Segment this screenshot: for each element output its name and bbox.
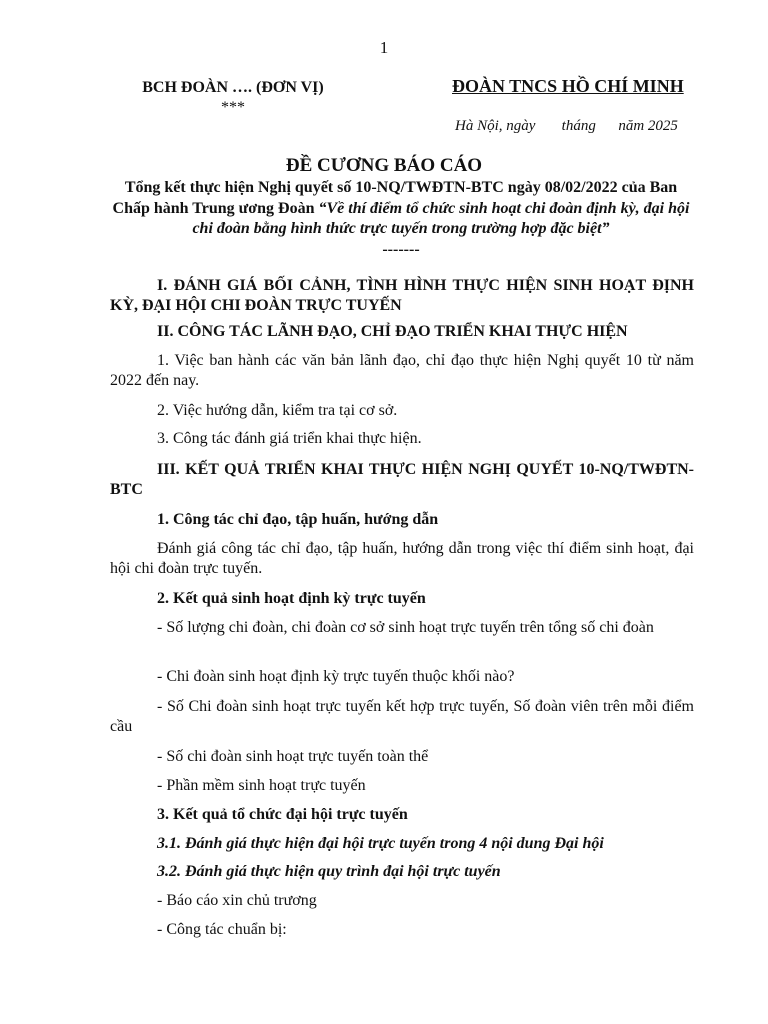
section-3-3-heading: 3. Kết quả tổ chức đại hội trực tuyến bbox=[157, 806, 408, 823]
section-3-2-heading: 2. Kết quả sinh hoạt định kỳ trực tuyến bbox=[157, 590, 426, 607]
date-line: Hà Nội, ngày tháng năm 2025 bbox=[455, 118, 678, 134]
issuing-unit-name: BCH ĐOÀN …. (ĐƠN VỊ) bbox=[142, 79, 324, 96]
section-3-2-item-4: - Số chi đoàn sinh hoạt trực tuyến toàn thể bbox=[157, 748, 429, 765]
organization-name: ĐOÀN TNCS HỒ CHÍ MINH bbox=[452, 76, 684, 96]
section-3-2-item-1: - Số lượng chi đoàn, chi đoàn cơ sở sinh hoạt trực tuyến trên tổng số chi đoàn bbox=[157, 619, 654, 636]
separator-stars: *** bbox=[221, 99, 245, 116]
section-2-item-3: 3. Công tác đánh giá triển khai thực hiện. bbox=[157, 430, 422, 447]
issuing-unit bbox=[118, 78, 348, 118]
section-2-heading: II. CÔNG TÁC LÃNH ĐẠO, CHỈ ĐẠO TRIỂN KHAI THỰC HIỆN bbox=[157, 323, 628, 340]
document-subtitle bbox=[108, 178, 694, 260]
section-3-3-item-2: - Công tác chuẩn bị: bbox=[157, 921, 287, 938]
section-2-item-1: 1. Việc ban hành các văn bản lãnh đạo, chỉ đạo thực hiện Nghị quyết 10 từ năm 2022 đến nay. bbox=[110, 352, 694, 389]
section-3-1-heading: 1. Công tác chỉ đạo, tập huấn, hướng dẫn bbox=[157, 511, 439, 528]
subtitle-prefix: Tổng kết thực hiện Nghị quyết số 10-NQ/TWĐTN-BTC ngày 08/02/2022 của Ban Chấp hành Trung ương Đoàn bbox=[112, 179, 678, 217]
page-number: 1 bbox=[379, 38, 389, 57]
section-3-2-item-3: - Số Chi đoàn sinh hoạt trực tuyến kết hợp trực tuyến, Số đoàn viên trên mỗi điểm cầu bbox=[110, 698, 694, 735]
section-3-heading: III. KẾT QUẢ TRIỂN KHAI THỰC HIỆN NGHỊ QUYẾT 10-NQ/TWĐTN-BTC bbox=[110, 461, 694, 498]
section-3-1-text: Đánh giá công tác chỉ đạo, tập huấn, hướng dẫn trong việc thí điểm sinh hoạt, đại hội chi đoàn trực tuyến. bbox=[110, 540, 694, 577]
section-3-3-item-1: - Báo cáo xin chủ trương bbox=[157, 892, 317, 909]
section-3-2-item-5: - Phần mềm sinh hoạt trực tuyến bbox=[157, 777, 366, 794]
section-1-heading: I. ĐÁNH GIÁ BỐI CẢNH, TÌNH HÌNH THỰC HIỆN SINH HOẠT ĐỊNH KỲ, ĐẠI HỘI CHI ĐOÀN TRỰC TUYẾN bbox=[110, 277, 694, 314]
subtitle-quote: “Về thí điểm tổ chức sinh hoạt chi đoàn định kỳ, đại hội chi đoàn bằng hình thức trực tuyến trong trường hợp đặc biệt” bbox=[192, 199, 690, 237]
section-2-item-2: 2. Việc hướng dẫn, kiểm tra tại cơ sở. bbox=[157, 402, 398, 419]
section-3-3-2-heading: 3.2. Đánh giá thực hiện quy trình đại hội trực tuyến bbox=[157, 863, 501, 880]
section-3-3-1-heading: 3.1. Đánh giá thực hiện đại hội trực tuyến trong 4 nội dung Đại hội bbox=[157, 835, 604, 852]
section-3-2-item-2: - Chi đoàn sinh hoạt định kỳ trực tuyến thuộc khối nào? bbox=[157, 668, 515, 685]
subtitle-divider: ------- bbox=[382, 240, 420, 258]
document-title: ĐỀ CƯƠNG BÁO CÁO bbox=[285, 155, 483, 176]
